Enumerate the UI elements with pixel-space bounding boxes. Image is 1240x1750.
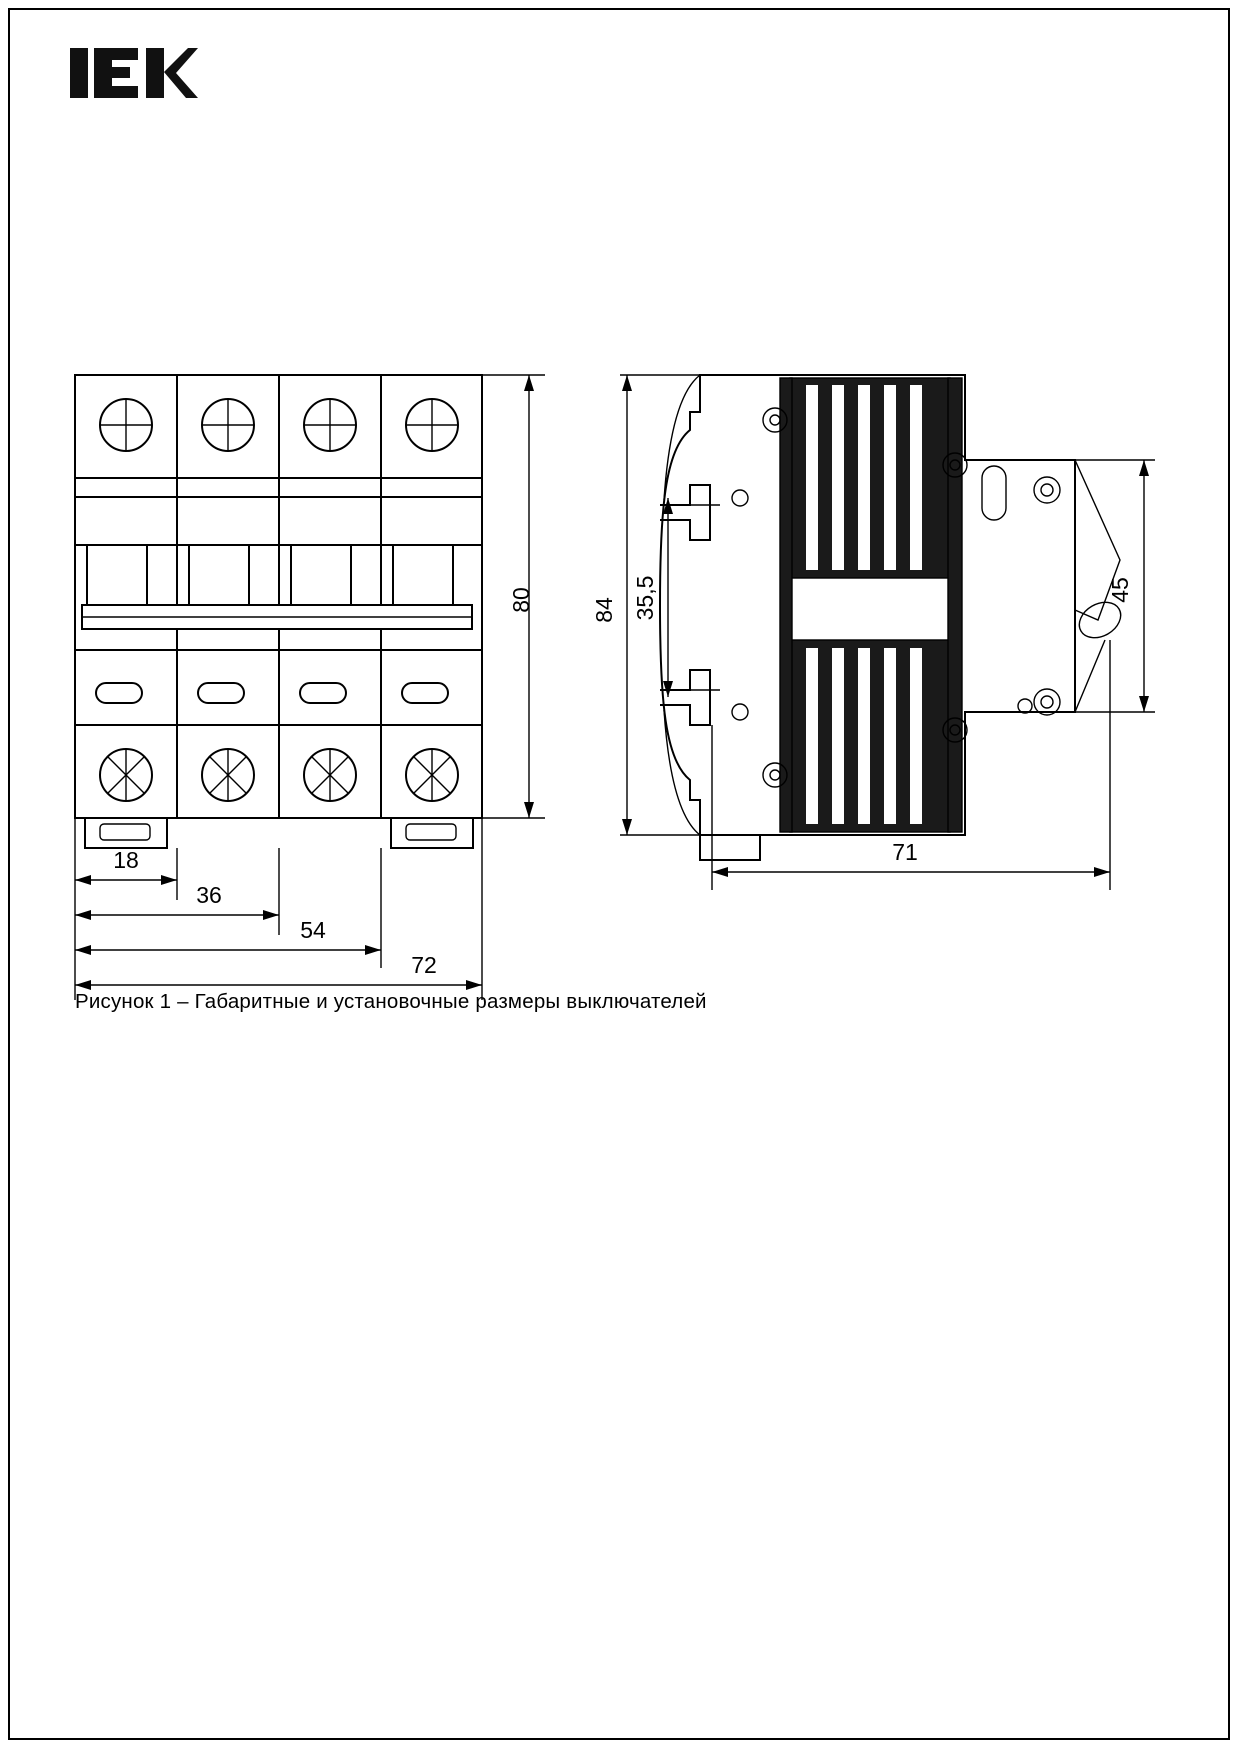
dim-36-label: 36 [196, 882, 222, 908]
vent-fins-top [790, 378, 950, 578]
dim-18-label: 18 [113, 847, 139, 873]
side-view-body [660, 375, 1127, 860]
dim-80-label: 80 [508, 587, 534, 613]
dim-80 [482, 375, 545, 818]
dim-72 [75, 952, 482, 990]
figure-caption: Рисунок 1 – Габаритные и установочные размеры выключателей [75, 990, 707, 1013]
dim-35-5-label: 35,5 [632, 575, 658, 621]
dim-84-label: 84 [591, 597, 617, 623]
dim-72-label: 72 [411, 952, 437, 978]
din-clips [85, 818, 473, 848]
vent-fins-bottom [790, 640, 950, 832]
dim-54-label: 54 [300, 917, 326, 943]
dim-45 [1075, 460, 1155, 712]
dim-18 [75, 847, 177, 885]
dim-54 [75, 917, 381, 955]
dim-71-label: 71 [892, 839, 918, 865]
front-view-body [75, 375, 482, 848]
dim-45-label: 45 [1107, 577, 1133, 603]
